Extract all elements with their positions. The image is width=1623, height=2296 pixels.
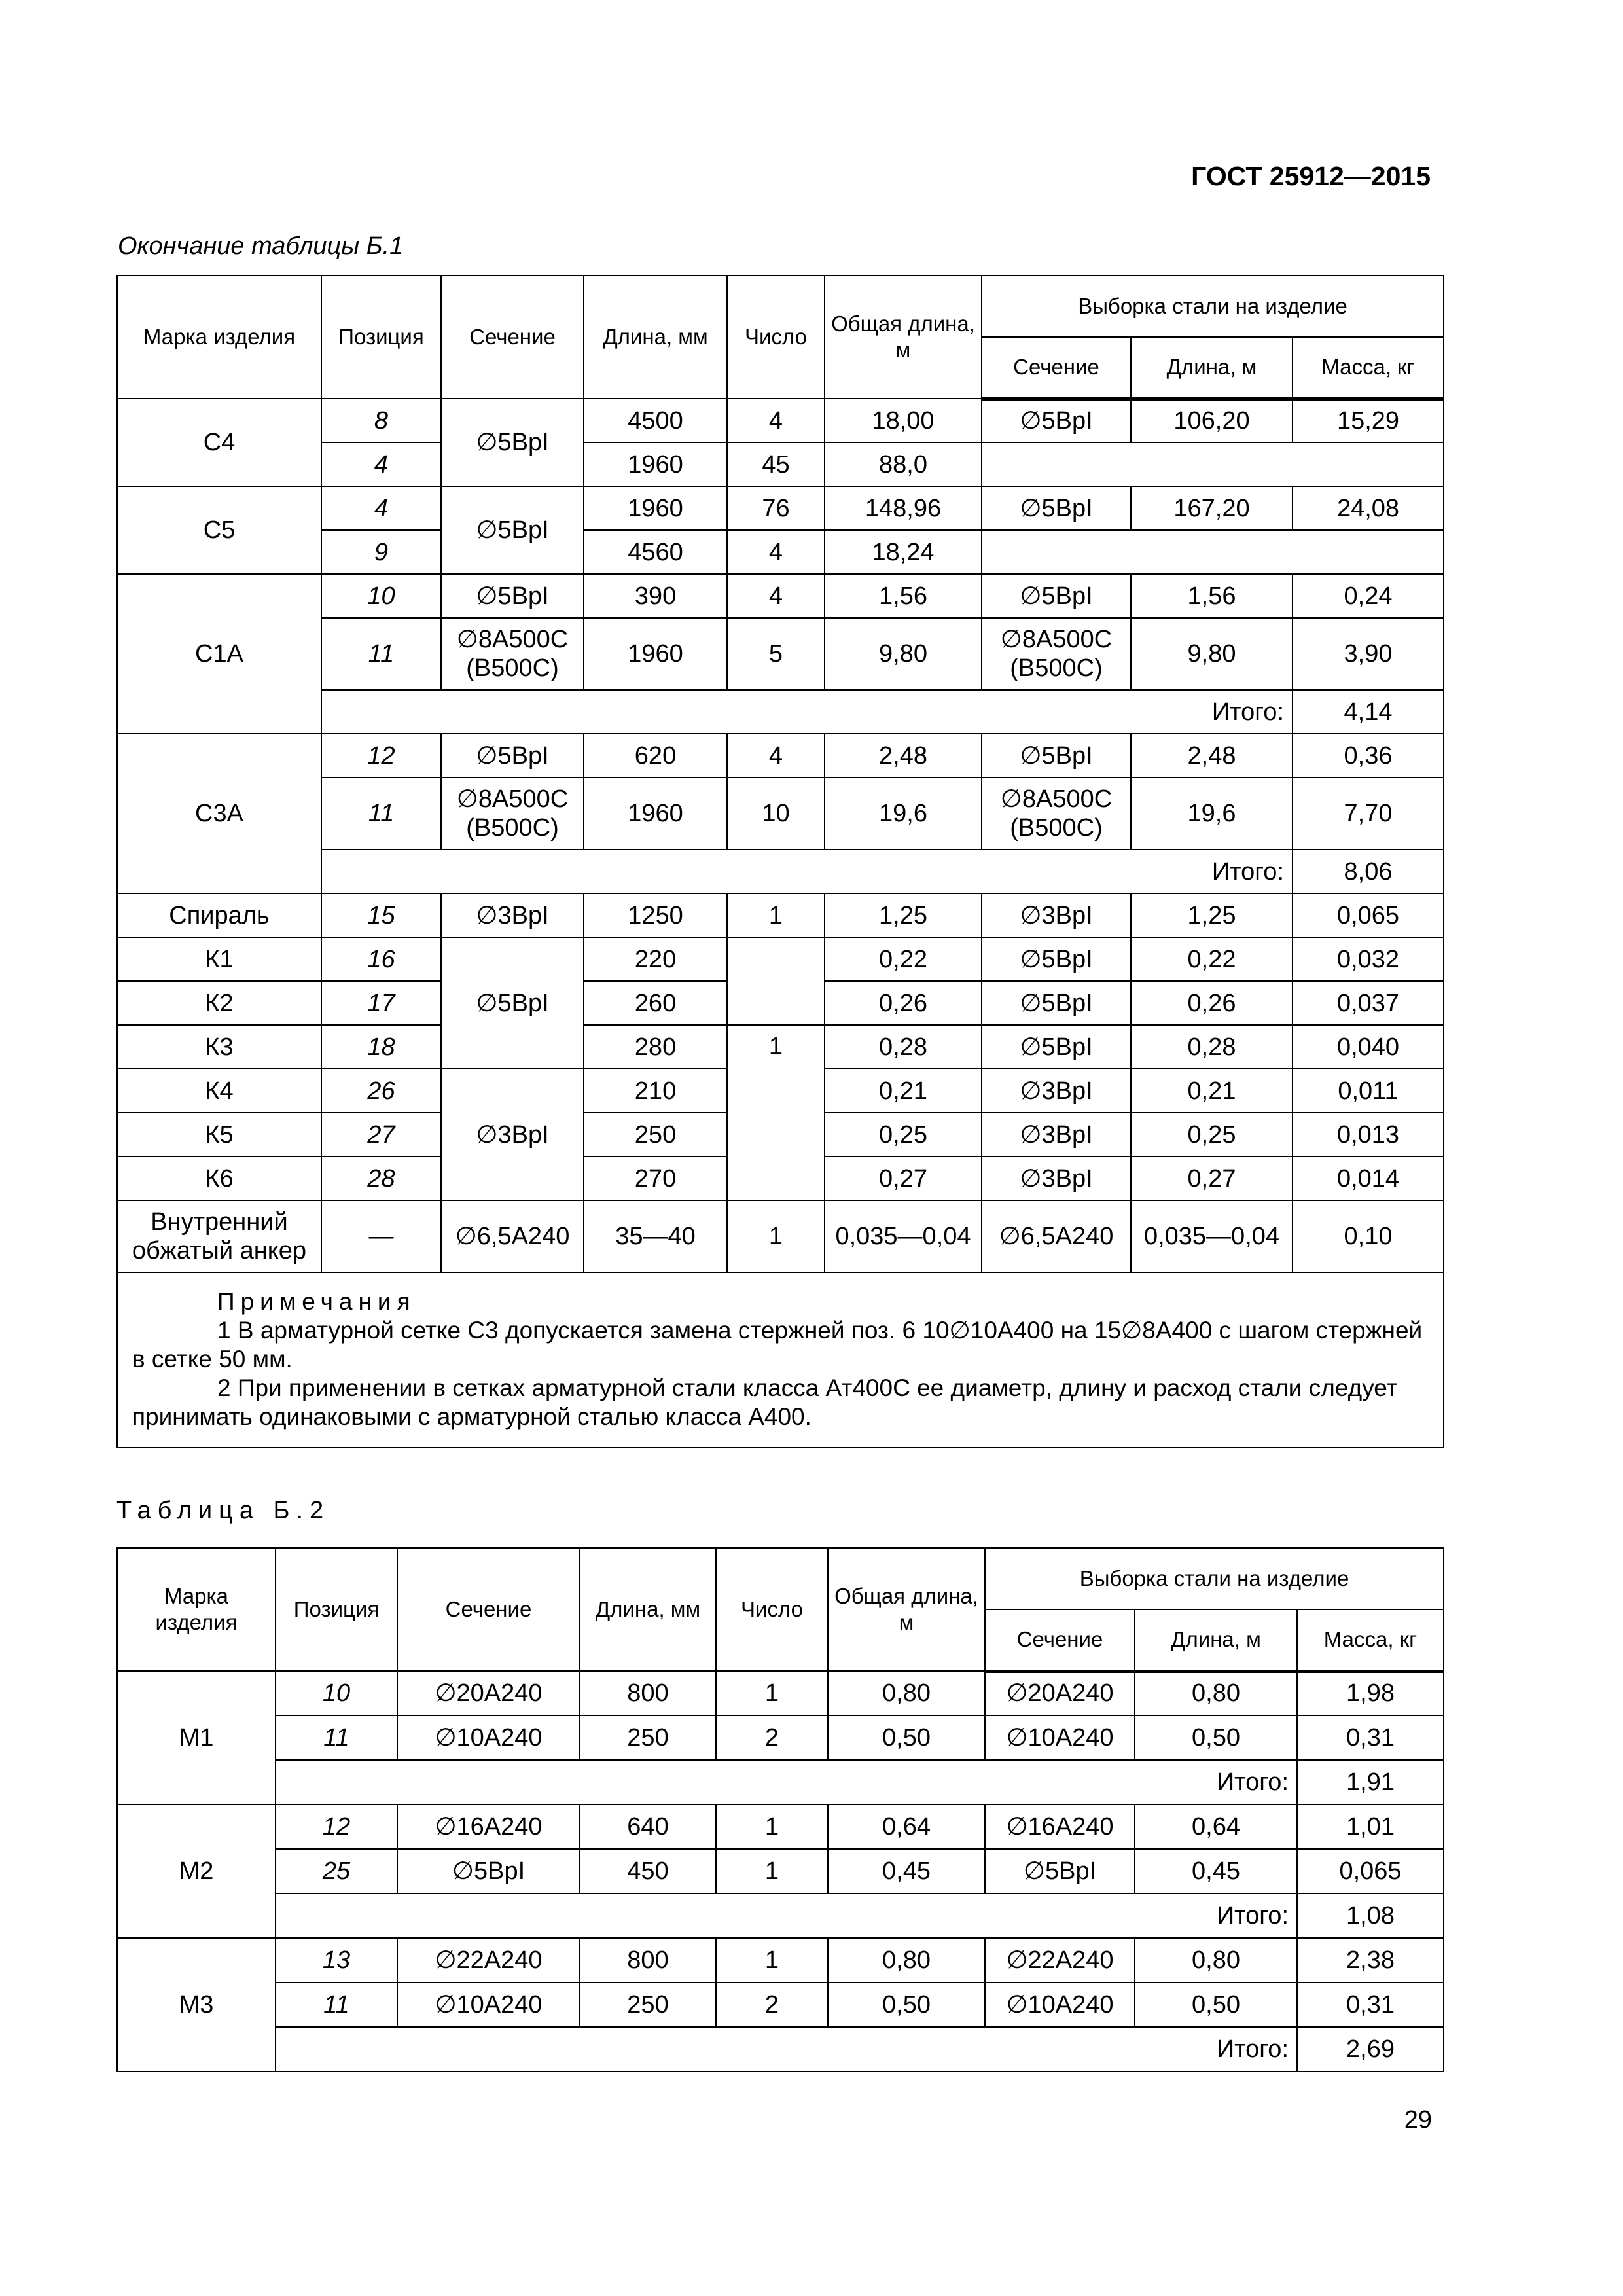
position-cell: —	[321, 1200, 441, 1272]
total-length-cell: 0,22	[825, 937, 982, 981]
sel-length-cell: 0,27	[1131, 1157, 1293, 1200]
length-cell: 1960	[584, 486, 727, 530]
total-length-cell: 19,6	[825, 778, 982, 850]
section-cell: ∅16A240	[397, 1804, 580, 1849]
section-cell: ∅5BpI	[441, 574, 584, 618]
mark-cell: Внутренний обжатый анкер	[117, 1200, 321, 1272]
sel-mass-cell: 3,90	[1293, 618, 1444, 690]
length-cell: 250	[580, 1715, 716, 1760]
sel-length-cell: 0,035—0,04	[1131, 1200, 1293, 1272]
header-position: Позиция	[321, 276, 441, 399]
header-position: Позиция	[276, 1548, 397, 1671]
position-cell: 28	[321, 1157, 441, 1200]
length-cell: 620	[584, 734, 727, 778]
mark-cell: М3	[117, 1938, 276, 2072]
sel-length-cell: 167,20	[1131, 486, 1293, 530]
sel-mass-cell: 0,065	[1297, 1849, 1444, 1893]
sel-mass-cell: 0,040	[1293, 1025, 1444, 1069]
length-cell: 280	[584, 1025, 727, 1069]
count-cell: 2	[716, 1715, 828, 1760]
sel-length-cell: 0,64	[1135, 1804, 1297, 1849]
count-cell	[727, 937, 825, 1025]
position-cell: 12	[321, 734, 441, 778]
length-cell: 1960	[584, 778, 727, 850]
total-mass-cell: 2,69	[1297, 2027, 1444, 2072]
count-cell: 4	[727, 734, 825, 778]
sel-length-cell: 106,20	[1131, 399, 1293, 442]
total-length-cell: 0,27	[825, 1157, 982, 1200]
sel-mass-cell: 0,24	[1293, 574, 1444, 618]
mark-cell: К1	[117, 937, 321, 981]
sel-section-cell: ∅20A240	[985, 1671, 1135, 1715]
total-length-cell: 0,21	[825, 1069, 982, 1113]
section-cell: ∅5BpI	[441, 937, 584, 1069]
sel-mass-cell: 15,29	[1293, 399, 1444, 442]
count-cell: 1	[727, 1200, 825, 1272]
sel-section-cell: ∅22A240	[985, 1938, 1135, 1982]
position-cell: 11	[321, 618, 441, 690]
total-length-cell: 18,24	[825, 530, 982, 574]
sel-mass-cell: 2,38	[1297, 1938, 1444, 1982]
section-cell: ∅22A240	[397, 1938, 580, 1982]
total-mass-cell: 8,06	[1293, 850, 1444, 893]
header-sel-mass: Масса, кг	[1293, 337, 1444, 399]
position-cell: 15	[321, 893, 441, 937]
mark-cell: М1	[117, 1671, 276, 1804]
section-cell: ∅5BpI	[441, 734, 584, 778]
sel-length-cell: 9,80	[1131, 618, 1293, 690]
total-length-cell: 0,45	[828, 1849, 985, 1893]
header-sel-section: Сечение	[982, 337, 1131, 399]
header-section: Сечение	[441, 276, 584, 399]
position-cell: 4	[321, 442, 441, 486]
table-b2	[116, 1547, 1444, 2072]
mark-cell: С3А	[117, 734, 321, 893]
empty-cell	[982, 442, 1444, 486]
mark-cell: К4	[117, 1069, 321, 1113]
position-cell: 25	[276, 1849, 397, 1893]
position-cell: 27	[321, 1113, 441, 1157]
count-cell: 1	[716, 1804, 828, 1849]
header-sel-section: Сечение	[985, 1609, 1135, 1671]
header-sel-mass: Масса, кг	[1297, 1609, 1444, 1671]
total-length-cell: 2,48	[825, 734, 982, 778]
notes-title: Примечания	[217, 1288, 416, 1315]
sel-mass-cell: 1,01	[1297, 1804, 1444, 1849]
sel-section-cell: ∅5BpI	[982, 486, 1131, 530]
total-label: Итого:	[321, 690, 1293, 734]
sel-mass-cell: 0,31	[1297, 1982, 1444, 2027]
table-b1	[116, 275, 1444, 1448]
section-cell: ∅5BpI	[441, 486, 584, 574]
total-length-cell: 88,0	[825, 442, 982, 486]
sel-mass-cell: 0,065	[1293, 893, 1444, 937]
sel-length-cell: 1,56	[1131, 574, 1293, 618]
position-cell: 9	[321, 530, 441, 574]
section-cell: ∅8A500C (B500C)	[441, 778, 584, 850]
length-cell: 220	[584, 937, 727, 981]
length-cell: 4500	[584, 399, 727, 442]
table-row	[117, 486, 1444, 530]
total-label: Итого:	[276, 2027, 1297, 2072]
header-mark: Марка изделия	[117, 1548, 276, 1671]
sel-mass-cell: 24,08	[1293, 486, 1444, 530]
length-cell: 4560	[584, 530, 727, 574]
header-steel-selection: Выборка стали на изделие	[982, 276, 1444, 337]
table-row	[117, 1938, 1444, 1982]
section-cell: ∅10A240	[397, 1715, 580, 1760]
total-length-cell: 0,25	[825, 1113, 982, 1157]
empty-cell	[982, 530, 1444, 574]
count-cell: 76	[727, 486, 825, 530]
mark-cell: С1А	[117, 574, 321, 734]
position-cell: 10	[321, 574, 441, 618]
sel-mass-cell: 7,70	[1293, 778, 1444, 850]
header-count: Число	[716, 1548, 828, 1671]
sel-mass-cell: 0,037	[1293, 981, 1444, 1025]
total-length-cell: 148,96	[825, 486, 982, 530]
count-cell: 4	[727, 399, 825, 442]
section-cell: ∅3BpI	[441, 893, 584, 937]
count-cell: 1	[716, 1938, 828, 1982]
sel-section-cell: ∅3BpI	[982, 1157, 1131, 1200]
mark-cell: М2	[117, 1804, 276, 1938]
sel-section-cell: ∅3BpI	[982, 1113, 1131, 1157]
total-mass-cell: 1,08	[1297, 1893, 1444, 1938]
position-cell: 26	[321, 1069, 441, 1113]
sel-length-cell: 0,22	[1131, 937, 1293, 981]
sel-section-cell: ∅10A240	[985, 1715, 1135, 1760]
length-cell: 250	[580, 1982, 716, 2027]
table-row	[117, 734, 1444, 778]
position-cell: 11	[321, 778, 441, 850]
length-cell: 640	[580, 1804, 716, 1849]
table-row	[117, 893, 1444, 937]
total-length-cell: 0,28	[825, 1025, 982, 1069]
sel-mass-cell: 0,032	[1293, 937, 1444, 981]
sel-section-cell: ∅5BpI	[985, 1849, 1135, 1893]
table-row	[117, 1804, 1444, 1849]
header-section: Сечение	[397, 1548, 580, 1671]
table-row	[117, 937, 1444, 981]
sel-length-cell: 19,6	[1131, 778, 1293, 850]
table-row	[117, 1671, 1444, 1715]
total-row	[117, 1893, 1444, 1938]
length-cell: 1960	[584, 618, 727, 690]
sel-section-cell: ∅5BpI	[982, 399, 1131, 442]
sel-length-cell: 0,80	[1135, 1938, 1297, 1982]
position-cell: 16	[321, 937, 441, 981]
mark-cell: С4	[117, 399, 321, 486]
position-cell: 17	[321, 981, 441, 1025]
notes-cell	[117, 1272, 1444, 1448]
length-cell: 1250	[584, 893, 727, 937]
notes-row	[117, 1272, 1444, 1448]
mark-cell: К2	[117, 981, 321, 1025]
position-cell: 8	[321, 399, 441, 442]
sel-length-cell: 0,26	[1131, 981, 1293, 1025]
mark-cell: Спираль	[117, 893, 321, 937]
sel-length-cell: 0,80	[1135, 1671, 1297, 1715]
mark-cell: К3	[117, 1025, 321, 1069]
count-cell: 1	[727, 1025, 825, 1200]
sel-section-cell: ∅3BpI	[982, 1069, 1131, 1113]
position-cell: 4	[321, 486, 441, 530]
sel-section-cell: ∅5BpI	[982, 574, 1131, 618]
position-cell: 12	[276, 1804, 397, 1849]
section-cell: ∅5BpI	[441, 399, 584, 486]
position-cell: 11	[276, 1982, 397, 2027]
sel-length-cell: 1,25	[1131, 893, 1293, 937]
count-cell: 4	[727, 574, 825, 618]
total-length-cell: 1,25	[825, 893, 982, 937]
total-label: Итого:	[276, 1760, 1297, 1804]
length-cell: 800	[580, 1938, 716, 1982]
total-label: Итого:	[321, 850, 1293, 893]
header-count: Число	[727, 276, 825, 399]
position-cell: 13	[276, 1938, 397, 1982]
total-length-cell: 0,80	[828, 1671, 985, 1715]
note-1: 1 В арматурной сетке С3 допускается замена стержней поз. 6 10∅10A400 на 15∅8A400 с шагом стержней в сетке 50 мм.	[132, 1317, 1423, 1372]
header-sel-length: Длина, м	[1135, 1609, 1297, 1671]
sel-mass-cell: 0,011	[1293, 1069, 1444, 1113]
section-cell: ∅20A240	[397, 1671, 580, 1715]
sel-section-cell: ∅3BpI	[982, 893, 1131, 937]
total-length-cell: 0,64	[828, 1804, 985, 1849]
section-cell: ∅6,5A240	[441, 1200, 584, 1272]
total-length-cell: 0,50	[828, 1982, 985, 2027]
sel-mass-cell: 0,31	[1297, 1715, 1444, 1760]
section-cell: ∅3BpI	[441, 1069, 584, 1200]
table-row	[117, 399, 1444, 442]
sel-length-cell: 0,45	[1135, 1849, 1297, 1893]
section-cell: ∅5BpI	[397, 1849, 580, 1893]
sel-length-cell: 2,48	[1131, 734, 1293, 778]
sel-mass-cell: 0,36	[1293, 734, 1444, 778]
section-cell: ∅8A500C (B500C)	[441, 618, 584, 690]
sel-length-cell: 0,50	[1135, 1715, 1297, 1760]
mark-cell: К5	[117, 1113, 321, 1157]
length-cell: 450	[580, 1849, 716, 1893]
table2-caption: Таблица Б.2	[116, 1497, 330, 1524]
total-length-cell: 0,035—0,04	[825, 1200, 982, 1272]
header-mark: Марка изделия	[117, 276, 321, 399]
length-cell: 35—40	[584, 1200, 727, 1272]
header-total-length: Общая длина, м	[825, 276, 982, 399]
sel-section-cell: ∅5BpI	[982, 937, 1131, 981]
mark-cell: С5	[117, 486, 321, 574]
sel-section-cell: ∅5BpI	[982, 734, 1131, 778]
count-cell: 10	[727, 778, 825, 850]
total-length-cell: 0,26	[825, 981, 982, 1025]
total-length-cell: 1,56	[825, 574, 982, 618]
sel-section-cell: ∅8A500C (B500C)	[982, 778, 1131, 850]
total-mass-cell: 4,14	[1293, 690, 1444, 734]
table-row	[117, 1025, 1444, 1069]
length-cell: 390	[584, 574, 727, 618]
sel-section-cell: ∅6,5A240	[982, 1200, 1131, 1272]
count-cell: 4	[727, 530, 825, 574]
sel-mass-cell: 0,014	[1293, 1157, 1444, 1200]
sel-section-cell: ∅8A500C (B500C)	[982, 618, 1131, 690]
sel-mass-cell: 1,98	[1297, 1671, 1444, 1715]
length-cell: 800	[580, 1671, 716, 1715]
sel-section-cell: ∅5BpI	[982, 1025, 1131, 1069]
sel-length-cell: 0,50	[1135, 1982, 1297, 2027]
length-cell: 260	[584, 981, 727, 1025]
table1-caption: Окончание таблицы Б.1	[118, 232, 404, 260]
header-length-mm: Длина, мм	[584, 276, 727, 399]
length-cell: 250	[584, 1113, 727, 1157]
count-cell: 1	[716, 1849, 828, 1893]
total-length-cell: 9,80	[825, 618, 982, 690]
document-code: ГОСТ 25912—2015	[1191, 161, 1431, 191]
length-cell: 270	[584, 1157, 727, 1200]
length-cell: 1960	[584, 442, 727, 486]
sel-length-cell: 0,21	[1131, 1069, 1293, 1113]
count-cell: 45	[727, 442, 825, 486]
sel-section-cell: ∅5BpI	[982, 981, 1131, 1025]
table-row	[117, 1200, 1444, 1272]
header-steel-selection: Выборка стали на изделие	[985, 1548, 1444, 1609]
header-sel-length: Длина, м	[1131, 337, 1293, 399]
sel-mass-cell: 0,013	[1293, 1113, 1444, 1157]
sel-mass-cell: 0,10	[1293, 1200, 1444, 1272]
table-row	[117, 574, 1444, 618]
position-cell: 11	[276, 1715, 397, 1760]
sel-length-cell: 0,28	[1131, 1025, 1293, 1069]
position-cell: 18	[321, 1025, 441, 1069]
note-2: 2 При применении в сетках арматурной стали класса Ат400С ее диаметр, длину и расход стали следует принимать одинаковыми с арматурной сталью класса А400.	[132, 1374, 1398, 1430]
total-length-cell: 18,00	[825, 399, 982, 442]
count-cell: 1	[716, 1671, 828, 1715]
count-cell: 2	[716, 1982, 828, 2027]
total-row	[117, 2027, 1444, 2072]
position-cell: 10	[276, 1671, 397, 1715]
total-row	[117, 1760, 1444, 1804]
count-cell: 5	[727, 618, 825, 690]
table-row	[117, 1982, 1444, 2027]
total-label: Итого:	[276, 1893, 1297, 1938]
header-total-length: Общая длина, м	[828, 1548, 985, 1671]
mark-cell: К6	[117, 1157, 321, 1200]
table-row	[117, 1715, 1444, 1760]
table-row	[117, 1849, 1444, 1893]
length-cell: 210	[584, 1069, 727, 1113]
header-length-mm: Длина, мм	[580, 1548, 716, 1671]
total-length-cell: 0,50	[828, 1715, 985, 1760]
total-length-cell: 0,80	[828, 1938, 985, 1982]
sel-section-cell: ∅16A240	[985, 1804, 1135, 1849]
section-cell: ∅10A240	[397, 1982, 580, 2027]
sel-length-cell: 0,25	[1131, 1113, 1293, 1157]
sel-section-cell: ∅10A240	[985, 1982, 1135, 2027]
count-cell: 1	[727, 893, 825, 937]
page-number: 29	[1404, 2106, 1432, 2134]
total-mass-cell: 1,91	[1297, 1760, 1444, 1804]
